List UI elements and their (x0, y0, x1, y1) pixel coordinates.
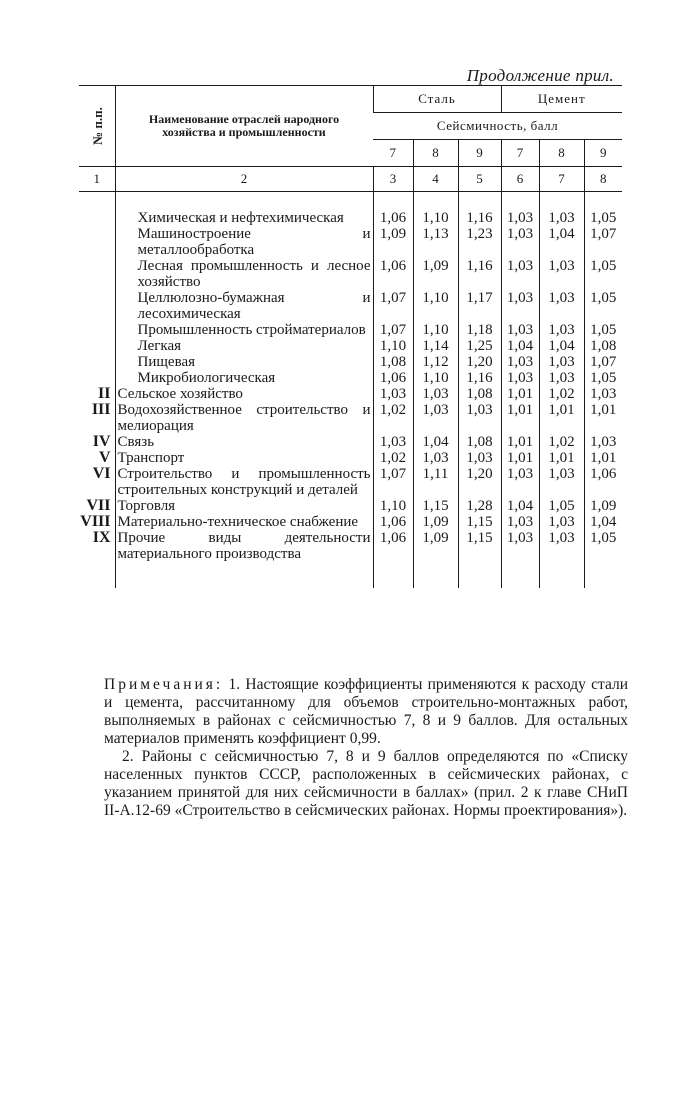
column-index: 8 (584, 167, 622, 192)
row-industry-name: Транспорт (115, 450, 373, 466)
coefficient-cell: 1,14 (413, 338, 458, 354)
coefficient-cell: 1,07 (584, 226, 622, 258)
row-number (79, 258, 115, 290)
coefficient-cell: 1,10 (413, 370, 458, 386)
points-header: 7 (501, 140, 539, 167)
table-row (79, 322, 622, 338)
coefficient-cell: 1,13 (413, 226, 458, 258)
coefficient-cell: 1,04 (501, 498, 539, 514)
coefficient-cell: 1,08 (584, 338, 622, 354)
spacer-cell (115, 562, 373, 588)
row-industry-name: Связь (115, 434, 373, 450)
column-index: 6 (501, 167, 539, 192)
coefficient-cell: 1,07 (373, 322, 413, 338)
spacer-cell (413, 562, 458, 588)
coefficients-table-wrap (79, 85, 622, 588)
row-industry-name: Химическая и нефтехимическая (115, 192, 373, 227)
row-number: V (98, 449, 111, 466)
coefficient-cell: 1,12 (413, 354, 458, 370)
column-index: 4 (413, 167, 458, 192)
row-industry-name: Торговля (115, 498, 373, 514)
table-row (79, 530, 622, 562)
row-industry-name: Машиностроение и металлообработка (115, 226, 373, 258)
coefficient-cell: 1,06 (373, 530, 413, 562)
coefficient-cell: 1,03 (501, 466, 539, 498)
coefficient-cell: 1,05 (584, 370, 622, 386)
coefficient-cell: 1,16 (458, 370, 501, 386)
coefficient-cell: 1,10 (413, 192, 458, 227)
coefficient-cell: 1,23 (458, 226, 501, 258)
continuation-label: Продолжение прил. (466, 66, 614, 85)
coefficient-cell: 1,08 (373, 354, 413, 370)
coefficient-cell: 1,10 (413, 322, 458, 338)
spacer-cell (79, 562, 115, 588)
coefficient-cell: 1,01 (539, 402, 584, 434)
coefficient-cell: 1,03 (501, 226, 539, 258)
row-industry-name: Водохозяйственное строительство и мелиорация (115, 402, 373, 434)
coefficient-cell: 1,02 (373, 450, 413, 466)
coefficient-cell: 1,15 (458, 514, 501, 530)
coefficient-cell: 1,06 (373, 370, 413, 386)
column-index: 7 (539, 167, 584, 192)
row-industry-name: Лесная промышленность и лесное хозяйство (115, 258, 373, 290)
table-row (79, 450, 622, 466)
table-row (79, 258, 622, 290)
coefficient-cell: 1,09 (413, 514, 458, 530)
coefficient-cell: 1,01 (501, 434, 539, 450)
row-number: II (98, 385, 111, 402)
coefficient-cell: 1,03 (501, 192, 539, 227)
table-row (79, 290, 622, 322)
row-number: VIII (80, 513, 111, 530)
column-header-seismicity: Сейсмичность, балл (373, 113, 622, 140)
coefficient-cell: 1,06 (584, 466, 622, 498)
coefficient-cell: 1,05 (584, 290, 622, 322)
coefficient-cell: 1,01 (501, 386, 539, 402)
coefficient-cell: 1,03 (539, 530, 584, 562)
table-row (79, 498, 622, 514)
coefficient-cell: 1,04 (584, 514, 622, 530)
table-bottom-spacer (79, 562, 622, 588)
row-number: III (91, 401, 111, 418)
column-index: 1 (79, 167, 115, 192)
column-index: 5 (458, 167, 501, 192)
coefficient-cell: 1,05 (539, 498, 584, 514)
coefficient-cell: 1,03 (539, 466, 584, 498)
spacer-cell (458, 562, 501, 588)
coefficient-cell: 1,03 (458, 450, 501, 466)
column-header-name: Наименование отраслей народного хозяйства и промышленности (115, 86, 373, 167)
coefficient-cell: 1,04 (539, 226, 584, 258)
coefficient-cell: 1,11 (413, 466, 458, 498)
coefficient-cell: 1,03 (501, 530, 539, 562)
row-industry-name: Целлюлозно-бумажная и лесохимическая (115, 290, 373, 322)
coefficient-cell: 1,03 (413, 402, 458, 434)
column-index: 3 (373, 167, 413, 192)
coefficient-cell: 1,09 (584, 498, 622, 514)
notes-lead: Примечания: (104, 676, 224, 693)
table-row (79, 434, 622, 450)
coefficient-cell: 1,16 (458, 258, 501, 290)
coefficient-cell: 1,03 (501, 370, 539, 386)
coefficient-cell: 1,03 (584, 386, 622, 402)
column-index: 2 (115, 167, 373, 192)
table-row (79, 354, 622, 370)
coefficient-cell: 1,03 (539, 192, 584, 227)
table-row (79, 402, 622, 434)
coefficient-cell: 1,03 (501, 290, 539, 322)
row-industry-name: Прочие виды деятельности материального производства (115, 530, 373, 562)
coefficient-cell: 1,03 (501, 354, 539, 370)
coefficient-cell: 1,02 (373, 402, 413, 434)
coefficient-cell: 1,03 (413, 386, 458, 402)
coefficient-cell: 1,10 (373, 498, 413, 514)
coefficient-cell: 1,03 (458, 402, 501, 434)
row-industry-name: Легкая (115, 338, 373, 354)
coefficients-table (79, 85, 622, 588)
coefficient-cell: 1,01 (584, 450, 622, 466)
coefficient-cell: 1,10 (373, 338, 413, 354)
table-body (79, 192, 622, 589)
coefficient-cell: 1,28 (458, 498, 501, 514)
coefficient-cell: 1,03 (584, 434, 622, 450)
coefficient-cell: 1,03 (539, 370, 584, 386)
coefficient-cell: 1,03 (539, 290, 584, 322)
coefficient-cell: 1,15 (458, 530, 501, 562)
row-industry-name: Сельское хозяйство (115, 386, 373, 402)
table-row (79, 386, 622, 402)
spacer-cell (584, 562, 622, 588)
note-2: 2. Районы с сейсмичностью 7, 8 и 9 баллов определяются по «Списку населенных пунктов СССР, расположенных в сейсмических районах, с указанием принятой для них сейсмичности в баллах» (прил. 2 к главе СНиП II-А.12-69 «Строительство в сейсмических районах. Нормы проектирования»). (104, 748, 628, 819)
table-row (79, 226, 622, 258)
coefficient-cell: 1,10 (413, 290, 458, 322)
coefficient-cell: 1,07 (373, 466, 413, 498)
coefficient-cell: 1,05 (584, 322, 622, 338)
row-number: VI (92, 465, 111, 482)
coefficient-cell: 1,25 (458, 338, 501, 354)
coefficient-cell: 1,03 (539, 514, 584, 530)
row-number (79, 192, 115, 227)
coefficient-cell: 1,01 (584, 402, 622, 434)
table-row (79, 338, 622, 354)
coefficient-cell: 1,01 (539, 450, 584, 466)
row-number (79, 354, 115, 370)
coefficient-cell: 1,20 (458, 466, 501, 498)
coefficient-cell: 1,02 (539, 434, 584, 450)
row-number: IX (92, 529, 111, 546)
row-industry-name: Строительство и промышленность строительных конструкций и деталей (115, 466, 373, 498)
points-header: 8 (539, 140, 584, 167)
coefficient-cell: 1,02 (539, 386, 584, 402)
row-number (79, 226, 115, 258)
coefficient-cell: 1,03 (413, 450, 458, 466)
note-1: 1. Настоящие коэффициенты применяются к расходу стали и цемента, рассчитанному для объемов строительно-монтажных работ, выполняемых в районах с сейсмичностью 7, 8 и 9 баллов. Для остальных материалов применять коэффициент 0,99. (104, 676, 629, 747)
row-number (79, 370, 115, 386)
coefficient-cell: 1,04 (539, 338, 584, 354)
row-number (79, 338, 115, 354)
spacer-cell (539, 562, 584, 588)
row-industry-name: Микробиологическая (115, 370, 373, 386)
coefficient-cell: 1,08 (458, 386, 501, 402)
coefficient-cell: 1,01 (501, 402, 539, 434)
coefficient-cell: 1,20 (458, 354, 501, 370)
coefficient-cell: 1,09 (413, 530, 458, 562)
coefficient-cell: 1,03 (501, 258, 539, 290)
coefficient-cell: 1,07 (584, 354, 622, 370)
row-number: IV (92, 433, 111, 450)
coefficient-cell: 1,01 (501, 450, 539, 466)
spacer-cell (373, 562, 413, 588)
row-number (79, 322, 115, 338)
coefficient-cell: 1,06 (373, 192, 413, 227)
coefficient-cell: 1,05 (584, 258, 622, 290)
coefficient-cell: 1,05 (584, 530, 622, 562)
table-row (79, 514, 622, 530)
row-industry-name: Промышленность стройматериалов (115, 322, 373, 338)
column-group-cement: Цемент (501, 86, 622, 113)
spacer-cell (501, 562, 539, 588)
coefficient-cell: 1,15 (413, 498, 458, 514)
coefficient-cell: 1,08 (458, 434, 501, 450)
column-group-steel: Сталь (373, 86, 501, 113)
row-industry-name: Материально-техническое снабжение (115, 514, 373, 530)
table-row (79, 192, 622, 227)
points-header: 9 (584, 140, 622, 167)
coefficient-cell: 1,06 (373, 514, 413, 530)
coefficient-cell: 1,03 (501, 514, 539, 530)
row-number: VII (86, 497, 111, 514)
coefficient-cell: 1,07 (373, 290, 413, 322)
column-header-number: № п.п. (79, 86, 115, 167)
row-industry-name: Пищевая (115, 354, 373, 370)
points-header: 7 (389, 145, 396, 160)
coefficient-cell: 1,03 (539, 258, 584, 290)
coefficient-cell: 1,04 (501, 338, 539, 354)
coefficient-cell: 1,03 (539, 322, 584, 338)
coefficient-cell: 1,09 (413, 258, 458, 290)
coefficient-cell: 1,18 (458, 322, 501, 338)
points-header: 8 (413, 140, 458, 167)
coefficient-cell: 1,17 (458, 290, 501, 322)
coefficient-cell: 1,03 (501, 322, 539, 338)
coefficient-cell: 1,16 (458, 192, 501, 227)
coefficient-cell: 1,06 (373, 258, 413, 290)
coefficient-cell: 1,04 (413, 434, 458, 450)
coefficient-cell: 1,03 (539, 354, 584, 370)
table-row (79, 466, 622, 498)
notes-section (104, 676, 628, 820)
coefficient-cell: 1,03 (373, 386, 413, 402)
row-number (79, 290, 115, 322)
table-row (79, 370, 622, 386)
points-header: 9 (458, 140, 501, 167)
coefficient-cell: 1,09 (373, 226, 413, 258)
coefficient-cell: 1,03 (373, 434, 413, 450)
coefficient-cell: 1,05 (584, 192, 622, 227)
